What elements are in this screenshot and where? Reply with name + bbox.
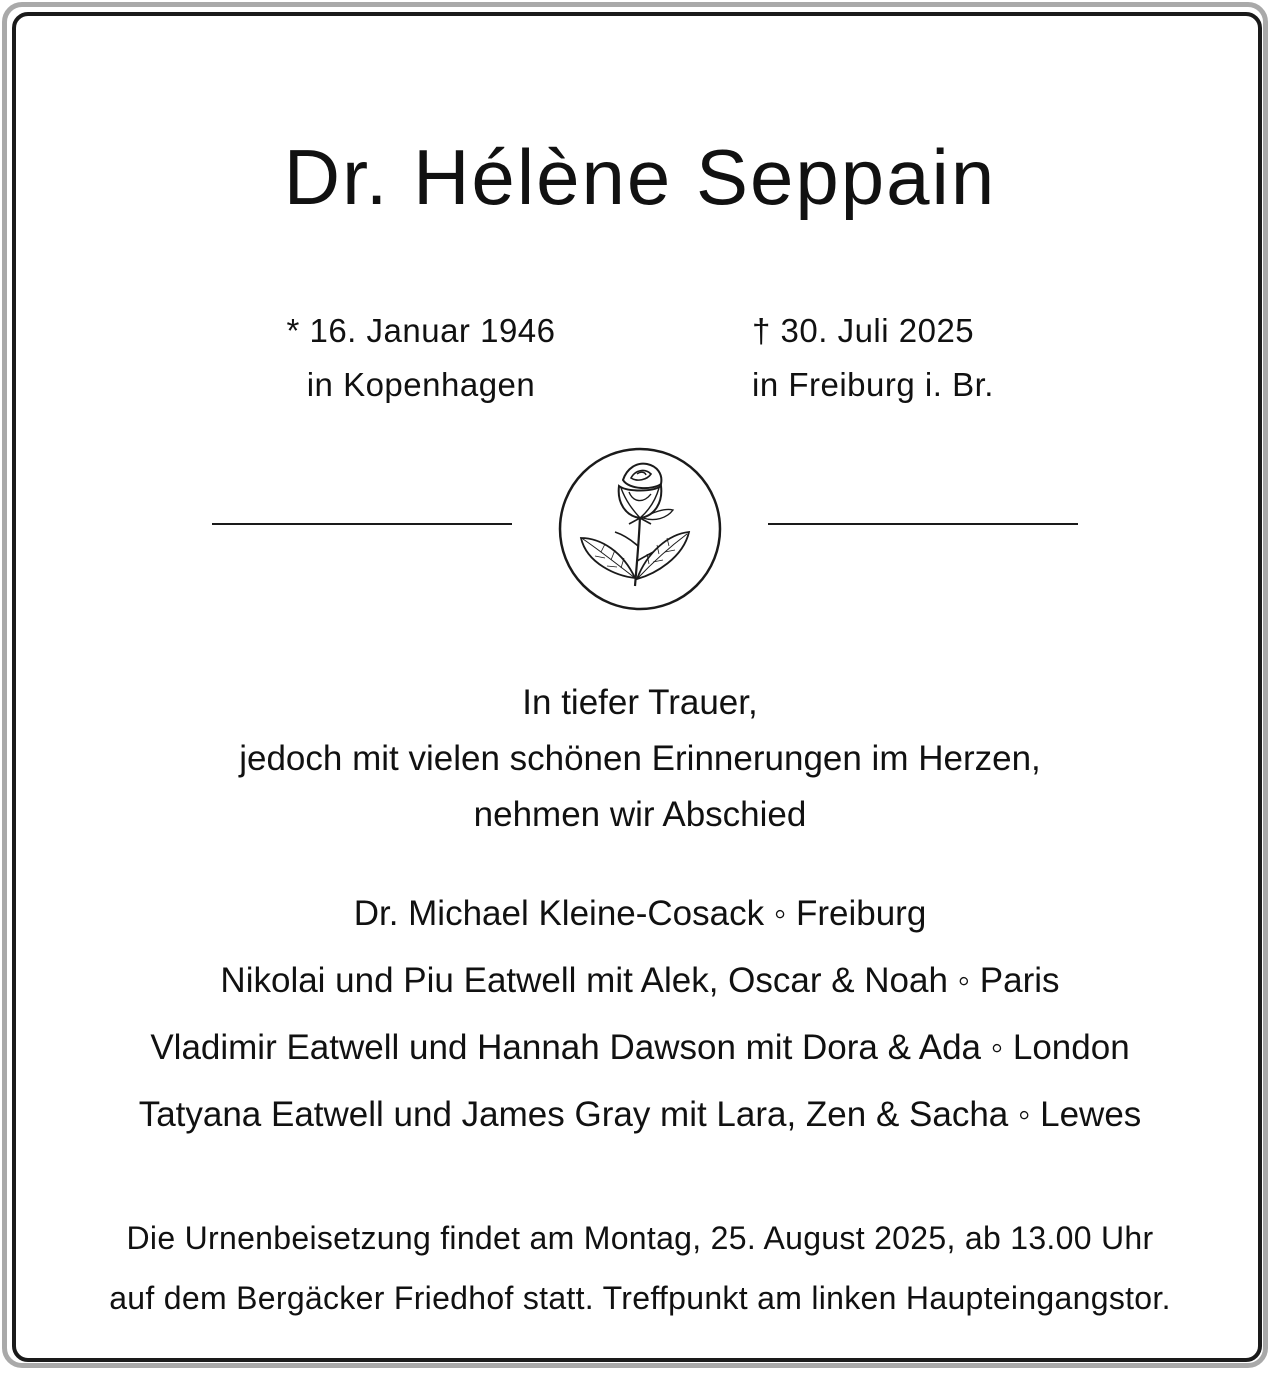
birth-info (256, 304, 586, 412)
burial-line: Die Urnenbeisetzung findet am Montag, 25. August 2025, ab 13.00 Uhr (126, 1220, 1154, 1256)
mourner-entry: Dr. Michael Kleine-Cosack ◦ Freiburg (353, 894, 927, 933)
mourner-entry: Tatyana Eatwell und James Gray mit Lara, Zen & Sacha ◦ Lewes (138, 1095, 1142, 1134)
birth-date: * 16. Januar 1946 (286, 312, 556, 349)
divider-right (768, 523, 1078, 525)
burial-line: auf dem Bergäcker Friedhof statt. Treffpunkt am linken Haupteingangstor. (109, 1280, 1171, 1316)
divider-left (212, 523, 512, 525)
rose-icon (557, 446, 723, 612)
mourning-line: nehmen wir Abschied (473, 795, 807, 834)
mourner-entry: Nikolai und Piu Eatwell mit Alek, Oscar & Noah ◦ Paris (220, 961, 1060, 1000)
burial-notice (40, 1208, 1240, 1328)
mourners-list (0, 880, 1280, 1148)
mourner-entry: Vladimir Eatwell und Hannah Dawson mit Dora & Ada ◦ London (150, 1028, 1130, 1067)
birth-place: in Kopenhagen (306, 366, 536, 403)
deceased-name: Dr. Hélène Seppain (283, 133, 997, 221)
death-date: † 30. Juli 2025 (752, 312, 975, 349)
death-info (752, 304, 1022, 412)
mourning-line: In tiefer Trauer, (522, 683, 758, 722)
mourning-text (0, 675, 1280, 843)
mourning-line: jedoch mit vielen schönen Erinnerungen im Herzen, (239, 739, 1041, 778)
death-place: in Freiburg i. Br. (752, 366, 994, 403)
